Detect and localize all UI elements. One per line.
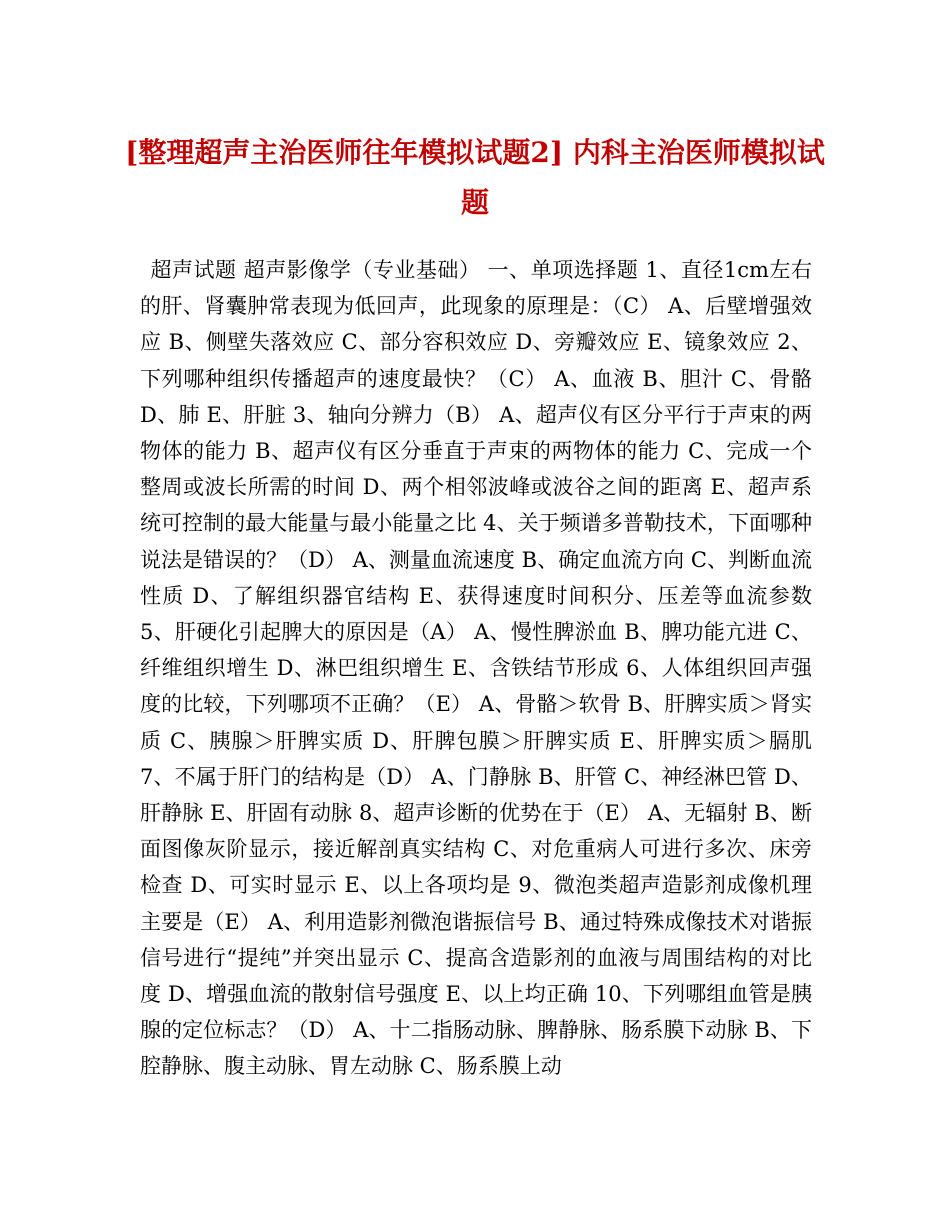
- document-title: [整理超声主治医师往年模拟试题2] 内科主治医师模拟试题: [125, 136, 825, 219]
- document-body-text: 超声试题 超声影像学（专业基础） 一、单项选择题 1、直径1cm左右的肝、肾囊肿常表现为低回声，此现象的原理是：（C） A、后壁增强效应 B、侧壁失落效应 C、部分容积效应 D、旁瓣效应 E、镜象效应 2、下列哪种组织传播超声的速度最快？（C） A、血液 B、胆汁 C、骨骼 D、肺 E、肝脏 3、轴向分辨力（B） A、超声仪有区分平行于声束的两物体的能力 B、超声仪有区分垂直于声束的两物体的能力 C、完成一个整周或波长所需的时间 D、两个相邻波峰或波谷之间的距离 E、超声系统可控制的最大能量与最小能量之比 4、关于频谱多普勒技术，下面哪种说法是错误的？（D） A、测量血流速度 B、确定血流方向 C、判断血流性质 D、了解组织器官结构 E、获得速度时间积分、压差等血流参数 5、肝硬化引起脾大的原因是（A） A、慢性脾淤血 B、脾功能亢进 C、纤维组织增生 D、淋巴组织增生 E、含铁结节形成 6、人体组织回声强度的比较，下列哪项不正确？（E） A、骨骼＞软骨 B、肝脾实质＞肾实质 C、胰腺＞肝脾实质 D、肝脾包膜＞肝脾实质 E、肝脾实质＞膈肌 7、不属于肝门的结构是（D） A、门静脉 B、肝管 C、神经淋巴管 D、肝静脉 E、肝固有动脉 8、超声诊断的优势在于（E） A、无辐射 B、断面图像灰阶显示，接近解剖真实结构 C、对危重病人可进行多次、床旁检查 D、可实时显示 E、以上各项均是 9、微泡类超声造影剂成像机理主要是（E） A、利用造影剂微泡谐振信号 B、通过特殊成像技术对谐振信号进行“提纯”并突出显示 C、提高含造影剂的血液与周围结构的对比度 D、增强血流的散射信号强度 E、以上均正确 10、下列哪组血管是胰腺的定位标志？（D） A、十二指肠动脉、脾静脉、肠系膜下动脉 B、下腔静脉、腹主动脉、胃左动脉 C、肠系膜上动: [140, 258, 812, 1079]
